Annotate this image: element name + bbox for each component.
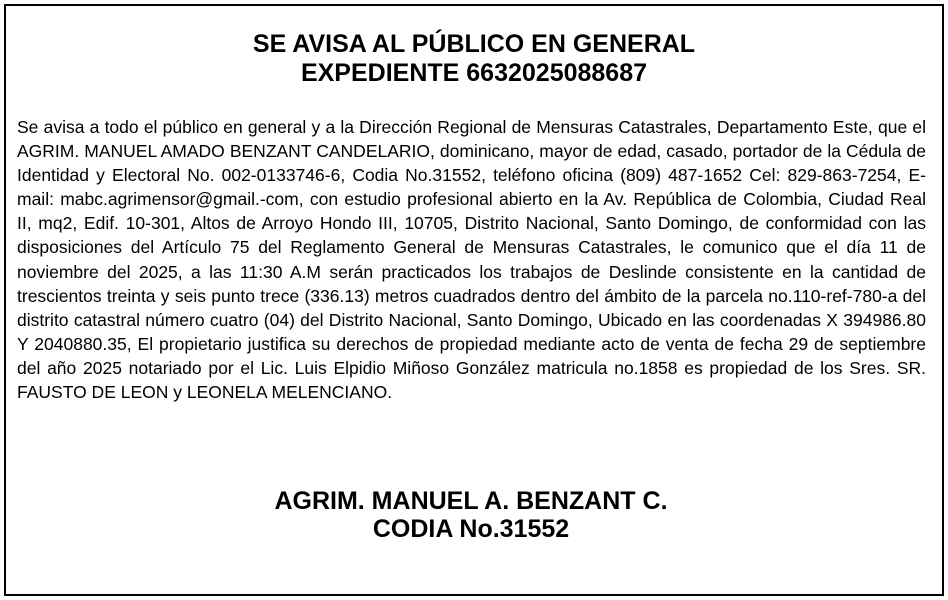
expediente-number: EXPEDIENTE 6632025088687 — [300, 59, 648, 87]
notice-title: SE AVISA AL PÚBLICO EN GENERAL — [252, 30, 696, 58]
signature-name: AGRIM. MANUEL A. BENZANT C. — [274, 487, 668, 515]
notice-body: Se avisa a todo el público en general y a la Dirección Regional de Mensuras Catastrales, Departamento Este, que el AGRIM. MANUEL AMADO BENZANT CANDELARIO, dominicano, mayor de edad, casado, portador de la Cédula de Identidad y Electoral No. 002-0133746-6, Codia No.31552, teléfono oficina (809) 487-1652 Cel: 829-863-7254, E-mail: mabc.agrimensor@gmail.-com, con estudio profesional abierto en la Av. República de Colombia, Ciudad Real II, mq2, Edif. 10-301, Altos de Arroyo Hondo III, 10705, Distrito Nacional, Santo Domingo, de conformidad con las disposiciones del Artículo 75 del Reglamento General de Mensuras Catastrales, le comunico que el día 11 de noviembre del 2025, a las 11:30 A.M serán practicados los trabajos de Deslinde consistente en la cantidad de trescientos treinta y seis punto trece (336.13) metros cuadrados dentro del ámbito de la parcela no.110-ref-780-a del distrito catastral número cuatro (04) del Distrito Nacional, Santo Domingo, Ubicado en las coordenadas X 394986.80 Y 2040880.35, El propietario justifica su derechos de propiedad mediante acto de venta de fecha 29 de septiembre del año 2025 notariado por el Lic. Luis Elpidio Miñoso González matricula no.1858 es propiedad de los Sres. SR. FAUSTO DE LEON y LEONELA MELENCIANO. — [17, 117, 926, 403]
signature-codia: CODIA No.31552 — [372, 515, 570, 543]
